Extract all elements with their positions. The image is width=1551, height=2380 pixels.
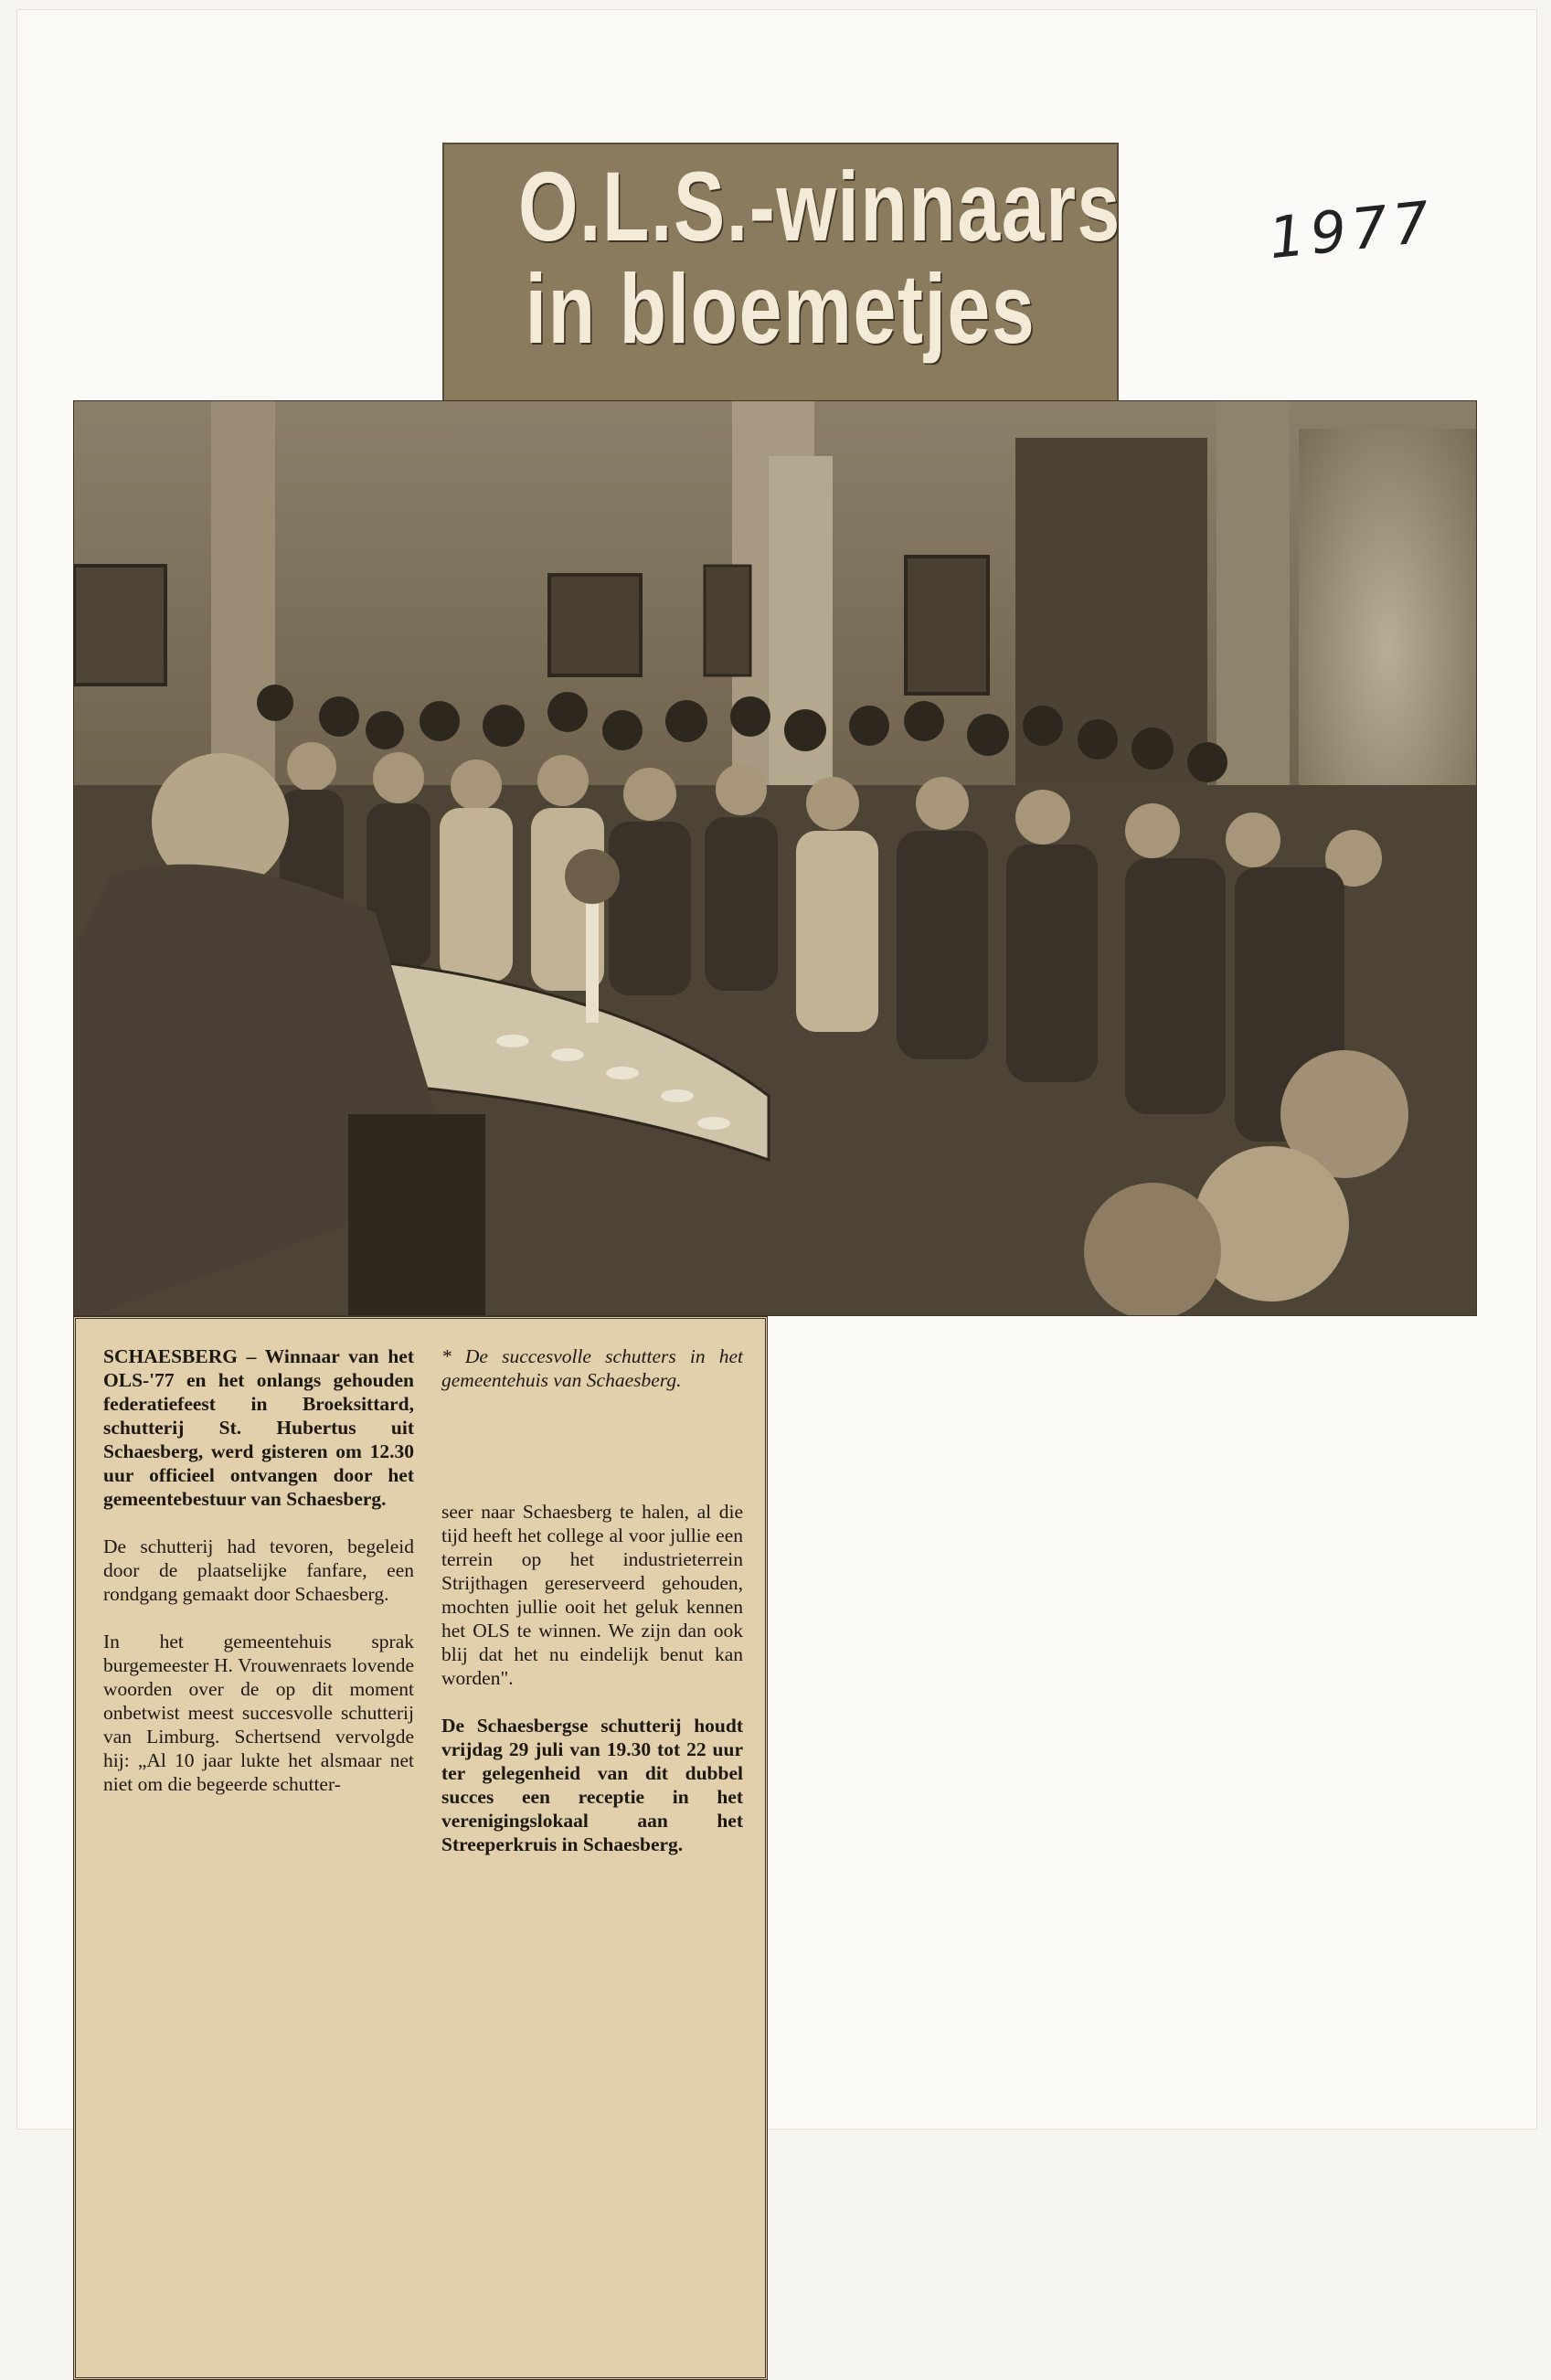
photo-caption: * De succesvolle schutters in het gemeentehuis van Schaesberg.	[441, 1345, 743, 1391]
headline-line-1: O.L.S.-winnaars	[517, 151, 1121, 261]
article-text-block	[73, 1316, 768, 2380]
article-column-left	[103, 1344, 414, 1820]
article-column-right	[441, 1344, 743, 1880]
handwritten-year: 1977	[1265, 187, 1439, 272]
group-photo	[73, 400, 1477, 1316]
article-lead-paragraph: SCHAESBERG – Winnaar van het OLS-'77 en het onlangs gehouden federatiefeest in Broeksittard, schutterij St. Hubertus uit Schaesberg, werd gisteren om 12.30 uur officieel ontvangen door het gemeentebestuur van Schaesberg.	[103, 1345, 414, 1510]
headline-line-2: in bloemetjes	[525, 253, 1036, 364]
group-photo-icon	[74, 401, 1476, 1315]
article-paragraph: In het gemeentehuis sprak burgemeester H. Vrouwenraets lovende woorden over de op dit moment onbetwist meest succesvolle schutterij van Limburg. Schertsend vervolgde hij: „Al 10 jaar lukte het alsmaar net niet om die begeerde schutter-	[103, 1631, 414, 1795]
article-paragraph: seer naar Schaesberg te halen, al die tijd heeft het college al voor jullie een terrein op het industrieterrein Strijthagen gereserveerd gehouden, mochten jullie ooit het geluk kennen het OLS te winnen. We zijn dan ook blij dat het nu eindelijk benut kan worden".	[441, 1501, 743, 1689]
headline-banner	[442, 143, 1119, 408]
article-closing-paragraph: De Schaesbergse schutterij houdt vrijdag 29 juli van 19.30 tot 22 uur ter gelegenheid van dit dubbel succes een receptie in het verenigingslokaal aan het Streeperkruis in Schaesberg.	[441, 1715, 743, 1855]
article-paragraph: De schutterij had tevoren, begeleid door de plaatselijke fanfare, een rondgang gemaakt door Schaesberg.	[103, 1535, 414, 1605]
